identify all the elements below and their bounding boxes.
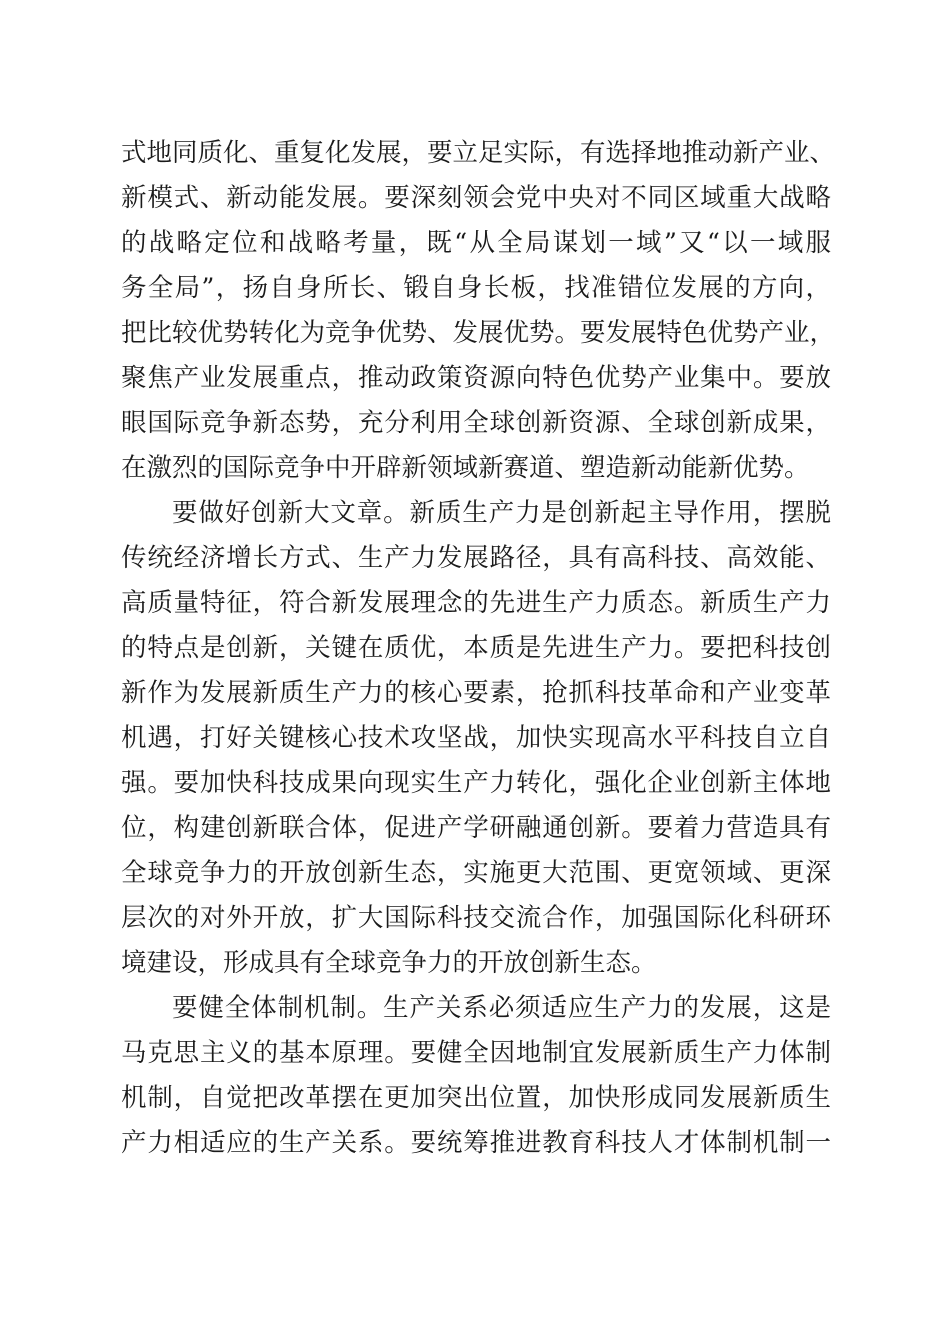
text-line: 要健全体制机制。生产关系必须适应生产力的发展，这是 <box>172 993 831 1023</box>
text-line: 要做好创新大文章。新质生产力是创新起主导作用，摆脱 <box>172 498 831 528</box>
text-line: 在激烈的国际竞争中开辟新领域新赛道、塑造新动能新优势。 <box>121 453 810 483</box>
text-line: 务全局”，扬自身所长、锻自身长板，找准错位发展的方向， <box>121 273 831 303</box>
text-line: 马克思主义的基本原理。要健全因地制宜发展新质生产力体制 <box>121 1038 831 1068</box>
text-line: 机遇，打好关键核心技术攻坚战，加快实现高水平科技自立自 <box>121 723 831 753</box>
text-line: 的特点是创新，关键在质优，本质是先进生产力。要把科技创 <box>121 633 831 663</box>
text-line: 境建设，形成具有全球竞争力的开放创新生态。 <box>121 948 657 978</box>
text-line: 位，构建创新联合体，促进产学研融通创新。要着力营造具有 <box>121 813 831 843</box>
paragraph <box>121 131 836 491</box>
text-line: 高质量特征，符合新发展理念的先进生产力质态。新质生产力 <box>121 588 831 618</box>
text-line: 强。要加快科技成果向现实生产力转化，强化企业创新主体地 <box>121 768 831 798</box>
text-line: 聚焦产业发展重点，推动政策资源向特色优势产业集中。要放 <box>121 363 831 393</box>
text-line: 机制，自觉把改革摆在更加突出位置，加快形成同发展新质生 <box>121 1083 831 1113</box>
body-text <box>121 131 836 1166</box>
text-line: 层次的对外开放，扩大国际科技交流合作，加强国际化科研环 <box>121 903 831 933</box>
text-line: 新作为发展新质生产力的核心要素，抢抓科技革命和产业变革 <box>121 678 831 708</box>
text-line: 的战略定位和战略考量，既“从全局谋划一域”又“以一域服 <box>121 228 831 258</box>
text-line: 把比较优势转化为竞争优势、发展优势。要发展特色优势产业， <box>121 318 836 348</box>
text-line: 新模式、新动能发展。要深刻领会党中央对不同区域重大战略 <box>121 183 831 213</box>
text-line: 产力相适应的生产关系。要统筹推进教育科技人才体制机制一 <box>121 1128 831 1158</box>
paragraph <box>121 491 831 986</box>
text-line: 全球竞争力的开放创新生态，实施更大范围、更宽领域、更深 <box>121 858 831 888</box>
paragraph <box>121 986 831 1166</box>
text-line: 式地同质化、重复化发展，要立足实际，有选择地推动新产业、 <box>121 138 836 168</box>
text-line: 传统经济增长方式、生产力发展路径，具有高科技、高效能、 <box>121 543 831 573</box>
text-line: 眼国际竞争新态势，充分利用全球创新资源、全球创新成果， <box>121 408 831 438</box>
